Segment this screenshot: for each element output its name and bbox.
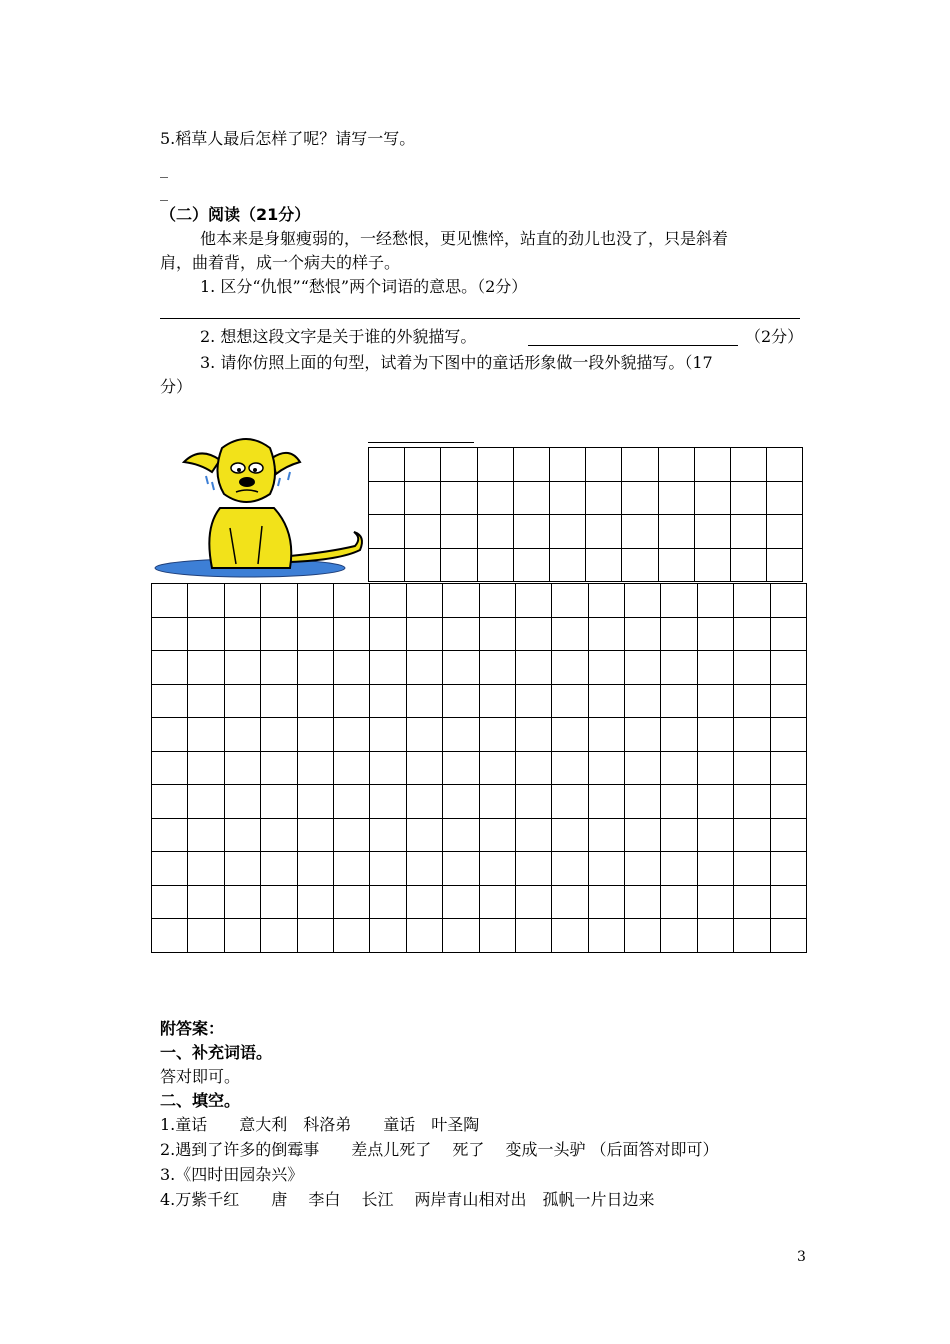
grid-cell [224, 651, 260, 685]
reading-paragraph-line-1: 他本来是身躯瘦弱的，一经愁恨，更见憔悴，站直的劲儿也没了，只是斜着 [200, 229, 729, 248]
writing-grid-top [368, 447, 803, 582]
grid-cell [297, 617, 333, 651]
grid-cell [515, 885, 551, 919]
grid-row [152, 617, 807, 651]
grid-cell [588, 718, 624, 752]
grid-cell [479, 751, 515, 785]
grid-cell [333, 785, 369, 819]
grid-cell [261, 684, 297, 718]
grid-cell [770, 617, 806, 651]
grid-cell [333, 852, 369, 886]
grid-row [369, 548, 803, 582]
grid-cell [297, 852, 333, 886]
grid-cell [588, 651, 624, 685]
grid-cell [152, 852, 188, 886]
dog-tail [290, 532, 362, 562]
grid-cell [661, 651, 697, 685]
grid-cell [515, 751, 551, 785]
grid-cell [658, 448, 694, 482]
grid-cell [261, 651, 297, 685]
grid-cell [588, 684, 624, 718]
grid-cell [734, 617, 770, 651]
grid-cell [297, 651, 333, 685]
grid-cell [770, 718, 806, 752]
grid-cell [152, 751, 188, 785]
grid-cell [369, 448, 405, 482]
grid-cell [369, 481, 405, 515]
grid-cell [479, 818, 515, 852]
grid-cell [625, 852, 661, 886]
grid-cell [661, 584, 697, 618]
grid-cell [370, 718, 406, 752]
grid-cell [552, 718, 588, 752]
question-2-answer-line [528, 345, 738, 346]
grid-cell [297, 751, 333, 785]
grid-cell [224, 852, 260, 886]
grid-cell [661, 718, 697, 752]
grid-cell [552, 919, 588, 953]
grid-cell [333, 919, 369, 953]
grid-cell [552, 852, 588, 886]
grid-cell [224, 617, 260, 651]
grid-row [152, 852, 807, 886]
grid-cell [625, 584, 661, 618]
grid-cell [734, 584, 770, 618]
grid-cell [734, 885, 770, 919]
grid-cell [152, 684, 188, 718]
question-5: 5.稻草人最后怎样了呢？请写一写。 [160, 129, 416, 148]
grid-cell [552, 818, 588, 852]
grid-cell [333, 818, 369, 852]
grid-cell [552, 584, 588, 618]
grid-row [152, 751, 807, 785]
grid-cell [515, 617, 551, 651]
grid-cell [152, 919, 188, 953]
grid-row [152, 584, 807, 618]
grid-row [369, 448, 803, 482]
grid-cell [297, 818, 333, 852]
grid-cell [224, 684, 260, 718]
grid-cell [443, 684, 479, 718]
grid-cell [552, 651, 588, 685]
grid-cell [370, 584, 406, 618]
grid-cell [224, 885, 260, 919]
grid-cell [661, 785, 697, 819]
grid-cell [261, 751, 297, 785]
grid-cell [441, 481, 477, 515]
grid-cell [370, 751, 406, 785]
grid-cell [549, 515, 585, 549]
grid-cell [152, 718, 188, 752]
grid-cell [770, 852, 806, 886]
grid-cell [406, 584, 442, 618]
grid-cell [770, 651, 806, 685]
grid-cell [479, 785, 515, 819]
grid-cell [697, 751, 733, 785]
grid-cell [661, 617, 697, 651]
grid-cell [513, 481, 549, 515]
grid-cell [188, 718, 224, 752]
grid-cell [188, 584, 224, 618]
grid-cell [622, 515, 658, 549]
grid-cell [770, 751, 806, 785]
grid-cell [188, 919, 224, 953]
grid-cell [734, 718, 770, 752]
dog-body [209, 508, 291, 568]
grid-row [152, 785, 807, 819]
answers-section-1-title: 一、补充词语。 [160, 1043, 273, 1062]
grid-cell [406, 852, 442, 886]
grid-cell [333, 684, 369, 718]
reading-question-3-line-2: 分） [160, 377, 193, 396]
grid-cell [515, 818, 551, 852]
grid-cell [261, 718, 297, 752]
grid-cell [730, 515, 766, 549]
grid-cell [333, 718, 369, 752]
grid-cell [586, 515, 622, 549]
grid-cell [515, 785, 551, 819]
grid-cell [697, 584, 733, 618]
grid-cell [370, 651, 406, 685]
grid-cell [224, 718, 260, 752]
grid-cell [552, 617, 588, 651]
grid-cell [188, 785, 224, 819]
grid-row [152, 684, 807, 718]
grid-cell [770, 818, 806, 852]
grid-cell [734, 651, 770, 685]
answers-section-1-text: 答对即可。 [160, 1067, 241, 1086]
writing-grid-main [151, 583, 807, 953]
grid-cell [586, 481, 622, 515]
grid-cell [697, 885, 733, 919]
reading-question-2: 2. 想想这段文字是关于谁的外貌描写。 [200, 327, 477, 346]
grid-cell [297, 785, 333, 819]
grid-cell [694, 448, 730, 482]
grid-cell [588, 785, 624, 819]
reading-question-1: 1. 区分“仇恨”“愁恨”两个词语的意思。（2分） [200, 277, 528, 296]
grid-cell [770, 885, 806, 919]
grid-cell [479, 919, 515, 953]
grid-cell [405, 481, 441, 515]
grid-cell [261, 584, 297, 618]
grid-cell [625, 751, 661, 785]
grid-cell [297, 919, 333, 953]
grid-cell [697, 718, 733, 752]
grid-cell [658, 481, 694, 515]
grid-cell [694, 515, 730, 549]
grid-row [369, 515, 803, 549]
grid-cell [697, 785, 733, 819]
grid-cell [730, 548, 766, 582]
grid-cell [767, 515, 803, 549]
grid-cell [513, 515, 549, 549]
grid-cell [443, 617, 479, 651]
sad-dog-illustration [140, 428, 372, 578]
grid-cell [224, 919, 260, 953]
grid-cell [261, 785, 297, 819]
grid-cell [443, 584, 479, 618]
grid-cell [477, 448, 513, 482]
grid-cell [697, 684, 733, 718]
grid-cell [370, 617, 406, 651]
grid-cell [443, 785, 479, 819]
grid-cell [661, 684, 697, 718]
grid-cell [333, 651, 369, 685]
answer-item-1: 1.童话 意大利 科洛弟 童话 叶圣陶 [160, 1115, 480, 1134]
grid-cell [188, 852, 224, 886]
grid-cell [588, 885, 624, 919]
answer-blank-line-2: _ [160, 182, 168, 201]
grid-cell [734, 684, 770, 718]
answers-section-2-title: 二、填空。 [160, 1091, 241, 1110]
grid-cell [515, 852, 551, 886]
grid-cell [443, 919, 479, 953]
grid-cell [730, 481, 766, 515]
grid-cell [261, 852, 297, 886]
grid-cell [443, 818, 479, 852]
grid-cell [152, 651, 188, 685]
grid-cell [549, 481, 585, 515]
grid-cell [586, 548, 622, 582]
grid-cell [406, 785, 442, 819]
answer-item-4: 4.万紫千红 唐 李白 长江 两岸青山相对出 孤帆一片日边来 [160, 1190, 655, 1209]
reading-paragraph-line-2: 肩，曲着背，成一个病夫的样子。 [160, 253, 401, 272]
grid-cell [770, 684, 806, 718]
grid-cell [443, 718, 479, 752]
grid-cell [513, 448, 549, 482]
grid-cell [369, 515, 405, 549]
grid-cell [406, 818, 442, 852]
grid-cell [297, 684, 333, 718]
grid-cell [441, 448, 477, 482]
reading-question-3-line-1: 3. 请你仿照上面的句型，试着为下图中的童话形象做一段外貌描写。（17 [200, 353, 713, 372]
grid-cell [549, 448, 585, 482]
grid-cell [625, 818, 661, 852]
grid-cell [479, 684, 515, 718]
grid-cell [694, 481, 730, 515]
grid-cell [661, 751, 697, 785]
grid-cell [479, 651, 515, 685]
grid-cell [441, 515, 477, 549]
grid-cell [261, 919, 297, 953]
answer-item-3: 3.《四时田园杂兴》 [160, 1165, 304, 1184]
grid-cell [188, 651, 224, 685]
grid-cell [658, 548, 694, 582]
grid-cell [297, 718, 333, 752]
grid-cell [625, 718, 661, 752]
grid-cell [588, 818, 624, 852]
grid-cell [443, 885, 479, 919]
grid-cell [370, 852, 406, 886]
reading-heading: （二）阅读（21分） [160, 205, 311, 224]
grid-cell [694, 548, 730, 582]
dog-head [217, 439, 275, 502]
grid-cell [261, 818, 297, 852]
grid-cell [697, 651, 733, 685]
grid-cell [770, 785, 806, 819]
grid-cell [513, 548, 549, 582]
grid-cell [734, 785, 770, 819]
grid-cell [477, 481, 513, 515]
grid-cell [770, 584, 806, 618]
grid-cell [661, 852, 697, 886]
grid-cell [479, 852, 515, 886]
grid-cell [479, 617, 515, 651]
grid-cell [625, 651, 661, 685]
grid-cell [443, 852, 479, 886]
grid-cell [549, 548, 585, 582]
grid-cell [767, 481, 803, 515]
grid-cell [188, 751, 224, 785]
grid-cell [188, 818, 224, 852]
grid-cell [477, 515, 513, 549]
writing-title-line [368, 442, 474, 443]
grid-cell [552, 684, 588, 718]
grid-cell [661, 885, 697, 919]
grid-cell [588, 751, 624, 785]
grid-cell [188, 885, 224, 919]
grid-cell [370, 885, 406, 919]
grid-cell [370, 684, 406, 718]
grid-cell [333, 584, 369, 618]
grid-cell [152, 818, 188, 852]
grid-cell [697, 852, 733, 886]
grid-cell [297, 885, 333, 919]
grid-cell [406, 751, 442, 785]
grid-cell [261, 617, 297, 651]
grid-cell [333, 885, 369, 919]
grid-cell [224, 785, 260, 819]
grid-cell [622, 548, 658, 582]
grid-cell [406, 718, 442, 752]
grid-cell [588, 852, 624, 886]
grid-cell [333, 617, 369, 651]
grid-cell [405, 515, 441, 549]
grid-cell [152, 584, 188, 618]
grid-cell [734, 852, 770, 886]
grid-cell [734, 919, 770, 953]
grid-cell [697, 919, 733, 953]
grid-cell [188, 617, 224, 651]
grid-cell [515, 684, 551, 718]
grid-cell [658, 515, 694, 549]
grid-cell [730, 448, 766, 482]
dog-ear-right [272, 453, 300, 474]
answer-item-2: 2.遇到了许多的倒霉事 差点儿死了 死了 变成一头驴 （后面答对即可） [160, 1140, 719, 1159]
grid-cell [770, 919, 806, 953]
grid-cell [479, 718, 515, 752]
question-2-score: （2分） [745, 327, 804, 346]
grid-cell [406, 617, 442, 651]
grid-cell [767, 448, 803, 482]
grid-cell [224, 818, 260, 852]
page-number: 3 [797, 1249, 806, 1265]
grid-cell [552, 785, 588, 819]
grid-cell [479, 885, 515, 919]
grid-cell [443, 651, 479, 685]
grid-cell [370, 785, 406, 819]
grid-cell [588, 584, 624, 618]
grid-cell [697, 617, 733, 651]
grid-cell [625, 919, 661, 953]
grid-cell [406, 919, 442, 953]
grid-cell [406, 684, 442, 718]
grid-cell [625, 684, 661, 718]
grid-cell [552, 751, 588, 785]
grid-cell [405, 548, 441, 582]
grid-cell [588, 617, 624, 651]
grid-row [152, 919, 807, 953]
grid-cell [625, 885, 661, 919]
grid-cell [441, 548, 477, 582]
grid-cell [515, 651, 551, 685]
question-1-answer-line [160, 318, 800, 319]
grid-cell [622, 481, 658, 515]
grid-row [152, 651, 807, 685]
grid-cell [443, 751, 479, 785]
grid-cell [297, 584, 333, 618]
grid-cell [661, 919, 697, 953]
grid-cell [661, 818, 697, 852]
dog-ear-left [184, 453, 220, 472]
grid-cell [515, 919, 551, 953]
grid-cell [152, 617, 188, 651]
grid-row [152, 818, 807, 852]
grid-cell [152, 785, 188, 819]
grid-cell [224, 751, 260, 785]
grid-cell [188, 684, 224, 718]
grid-cell [734, 751, 770, 785]
grid-cell [152, 885, 188, 919]
grid-cell [586, 448, 622, 482]
grid-cell [515, 584, 551, 618]
grid-cell [477, 548, 513, 582]
grid-cell [333, 751, 369, 785]
grid-cell [479, 584, 515, 618]
grid-cell [370, 818, 406, 852]
grid-cell [697, 818, 733, 852]
grid-row [369, 481, 803, 515]
grid-cell [625, 617, 661, 651]
grid-cell [261, 885, 297, 919]
grid-cell [406, 885, 442, 919]
grid-cell [552, 885, 588, 919]
grid-cell [734, 818, 770, 852]
grid-cell [625, 785, 661, 819]
grid-cell [405, 448, 441, 482]
grid-cell [370, 919, 406, 953]
grid-cell [588, 919, 624, 953]
grid-row [152, 718, 807, 752]
grid-cell [369, 548, 405, 582]
grid-row [152, 885, 807, 919]
grid-cell [622, 448, 658, 482]
grid-cell [406, 651, 442, 685]
grid-cell [224, 584, 260, 618]
answers-title: 附答案： [160, 1019, 225, 1038]
answer-blank-line-1: _ [160, 159, 168, 178]
grid-cell [767, 548, 803, 582]
grid-cell [515, 718, 551, 752]
